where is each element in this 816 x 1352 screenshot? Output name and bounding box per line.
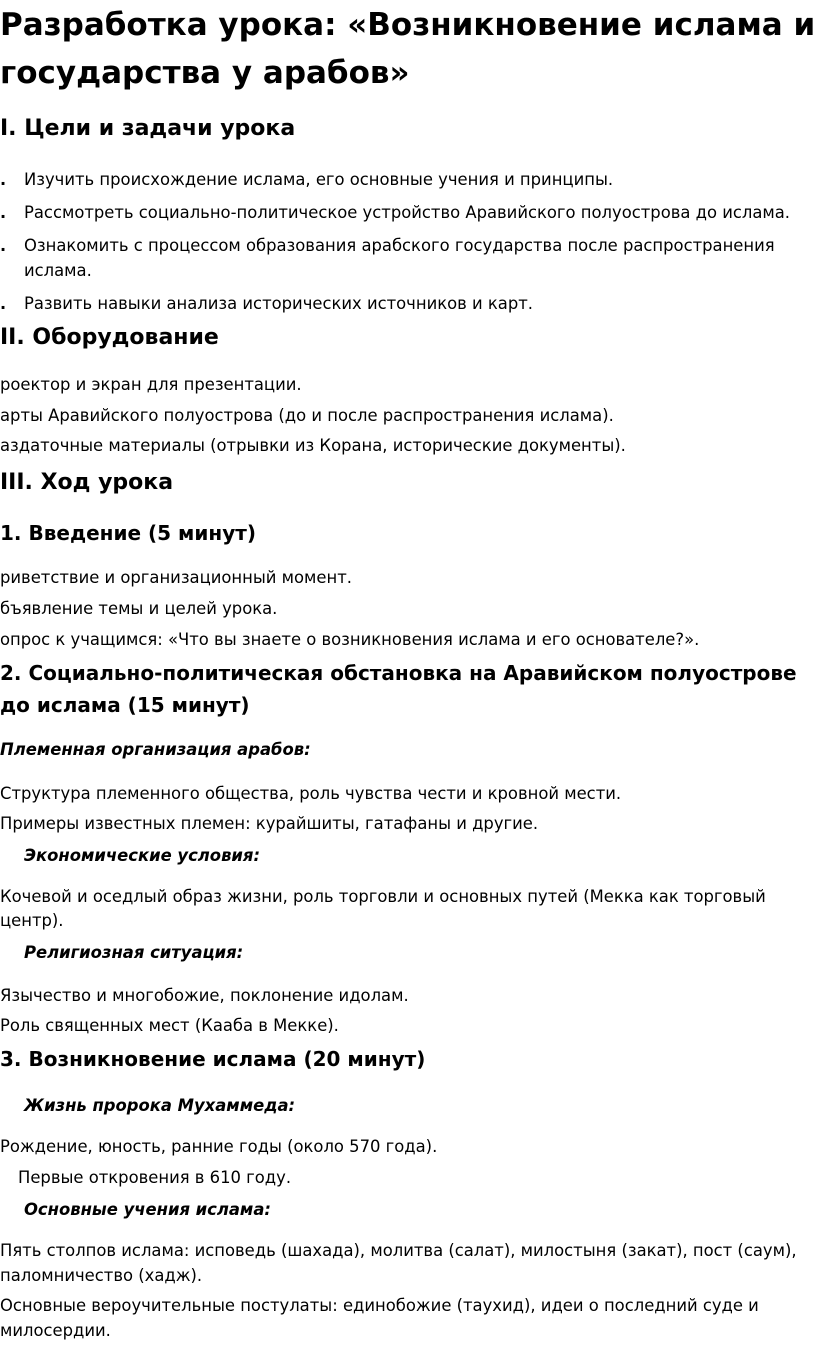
part2-item: Кочевой и оседлый образ жизни, роль торговли и основных путей (Мекка как торговый: [0, 887, 766, 906]
part3-item-continuation: милосердии.: [0, 1321, 111, 1340]
part3-item: Первые откровения в 610 году.: [18, 1168, 292, 1187]
part2-item: Примеры известных племен: курайшиты, гатафаны и другие.: [0, 814, 539, 833]
part2-item: Роль священных мест (Кааба в Мекке).: [0, 1016, 339, 1035]
part1-heading: 1. Введение (5 минут): [0, 521, 256, 545]
bullet-icon: .: [0, 294, 7, 313]
section-goals-heading: I. Цели и задачи урока: [0, 116, 296, 141]
equipment-item: аздаточные материалы (отрывки из Корана, исторические документы).: [0, 436, 626, 455]
goal-item: Рассмотреть социально-политическое устройство Аравийского полуострова до ислама.: [24, 203, 791, 222]
part1-item: бъявление темы и целей урока.: [0, 599, 278, 618]
part2-item: Язычество и многобожие, поклонение идолам.: [0, 986, 409, 1005]
section-lesson-flow-heading: III. Ход урока: [0, 470, 174, 495]
document-title-line-1: Разработка урока: «Возникновение ислама и: [0, 7, 816, 43]
part2-subheading: Религиозная ситуация:: [24, 943, 244, 962]
document-title-line-2: государства у арабов»: [0, 55, 410, 91]
part1-item: риветствие и организационный момент.: [0, 568, 352, 587]
bullet-icon: .: [0, 236, 7, 255]
part3-heading: 3. Возникновение ислама (20 минут): [0, 1047, 426, 1071]
goal-item-continuation: ислама.: [24, 261, 92, 280]
bullet-icon: .: [0, 203, 7, 222]
part3-subheading: Жизнь пророка Мухаммеда:: [24, 1096, 296, 1115]
part1-item: опрос к учащимся: «Что вы знаете о возникновения ислама и его основателе?».: [0, 630, 700, 649]
part3-item: Пять столпов ислама: исповедь (шахада), молитва (салат), милостыня (закат), пост (саум),: [0, 1241, 797, 1260]
part3-item-continuation: паломничество (хадж).: [0, 1266, 203, 1285]
part3-subheading: Основные учения ислама:: [24, 1200, 271, 1219]
part2-item-continuation: центр).: [0, 911, 64, 930]
part2-heading-line-2: до ислама (15 минут): [0, 693, 250, 717]
part2-item: Структура племенного общества, роль чувства чести и кровной мести.: [0, 784, 622, 803]
goal-item: Ознакомить с процессом образования арабского государства после распространения: [24, 236, 775, 255]
equipment-item: арты Аравийского полуострова (до и после распространения ислама).: [0, 406, 614, 425]
section-equipment-heading: II. Оборудование: [0, 325, 219, 350]
bullet-icon: .: [0, 170, 7, 189]
equipment-item: роектор и экран для презентации.: [0, 375, 302, 394]
part3-item: Основные вероучительные постулаты: единобожие (таухид), идеи о последний суде и: [0, 1296, 759, 1315]
part2-subheading: Экономические условия:: [24, 846, 260, 865]
part2-heading-line-1: 2. Социально-политическая обстановка на Аравийском полуострове: [0, 661, 797, 685]
goal-item: Развить навыки анализа исторических источников и карт.: [24, 294, 533, 313]
part3-item: Рождение, юность, ранние годы (около 570 года).: [0, 1137, 438, 1156]
goal-item: Изучить происхождение ислама, его основные учения и принципы.: [24, 170, 614, 189]
part2-subheading: Племенная организация арабов:: [0, 740, 311, 759]
